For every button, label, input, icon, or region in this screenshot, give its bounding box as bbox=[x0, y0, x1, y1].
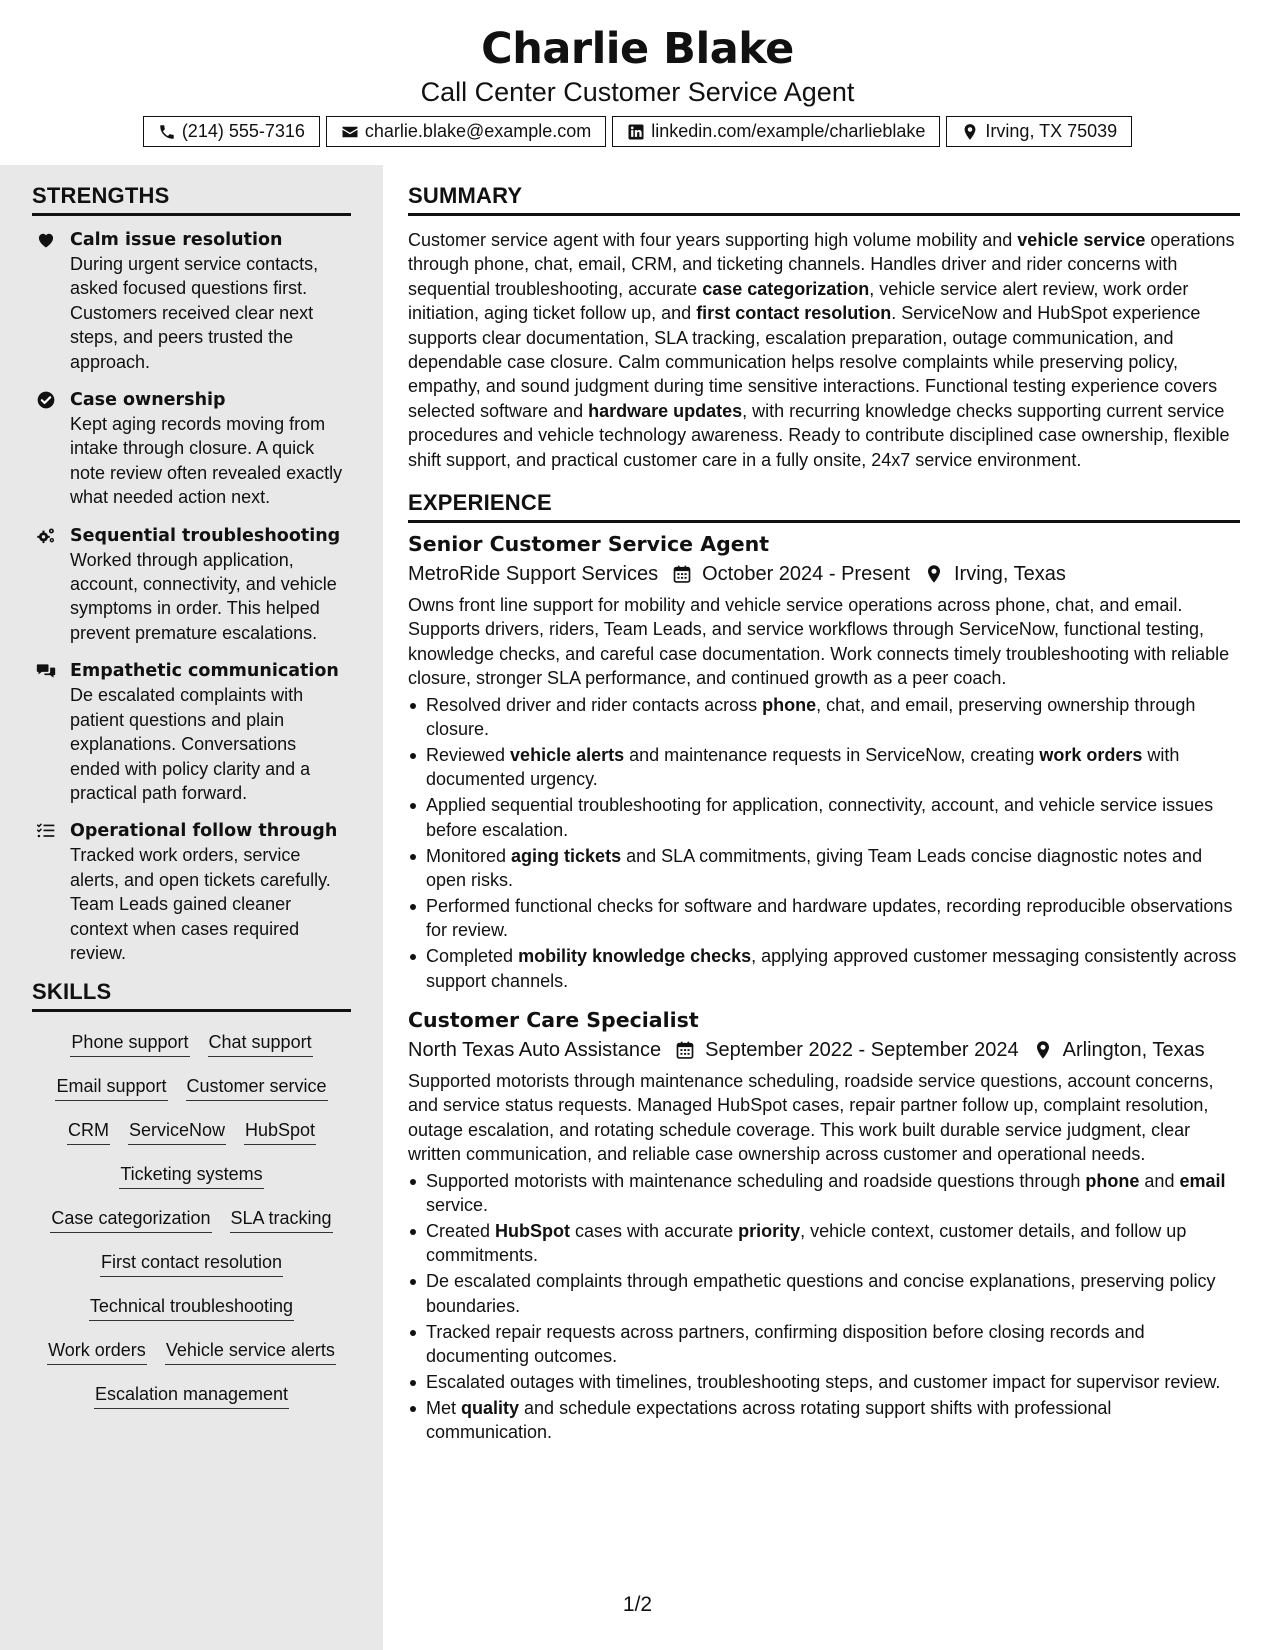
map-pin-icon bbox=[1033, 1040, 1053, 1060]
job-bullet: Reviewed vehicle alerts and maintenance requests in ServiceNow, creating work orders with documented urgency. bbox=[408, 743, 1240, 792]
sidebar bbox=[0, 165, 383, 1650]
job-location: Irving, Texas bbox=[954, 563, 1066, 586]
list-check-icon bbox=[36, 821, 56, 841]
heart-icon bbox=[36, 230, 56, 250]
strength-desc: Kept aging records moving from intake through closure. A quick note review often revealed exactly what needed action next. bbox=[70, 414, 343, 508]
skill-tag: CRM bbox=[67, 1118, 110, 1145]
job-title: Senior Customer Service Agent bbox=[408, 532, 770, 557]
job-bullet: Escalated outages with timelines, troubleshooting steps, and customer impact for supervisor review. bbox=[408, 1370, 1240, 1394]
skills-heading: SKILLS bbox=[32, 979, 351, 1012]
job-bullet: De escalated complaints through empathetic questions and concise explanations, preserving policy boundaries. bbox=[408, 1269, 1240, 1318]
job-company: North Texas Auto Assistance bbox=[408, 1039, 662, 1062]
chat-bubbles-icon bbox=[36, 661, 56, 681]
calendar-icon bbox=[675, 1040, 695, 1060]
phone-icon bbox=[158, 123, 176, 141]
contact-bar bbox=[0, 116, 1275, 147]
experience-heading: EXPERIENCE bbox=[408, 490, 1240, 523]
strength-item bbox=[32, 524, 351, 646]
job-entry bbox=[408, 1005, 1240, 1445]
job-meta bbox=[408, 559, 1240, 589]
contact-linkedin-text: linkedin.com/example/charlieblake bbox=[651, 121, 926, 141]
page-number: 1/2 bbox=[622, 1593, 653, 1616]
skill-tag: Phone support bbox=[70, 1030, 189, 1057]
strength-title: Calm issue resolution bbox=[70, 230, 283, 250]
job-description: Owns front line support for mobility and vehicle service operations across phone, chat, and email. Supports drivers, riders, Team Leads, and service workflows through ServiceNow, functional testing, knowledge checks, and careful case documentation. Work connects timely troubleshooting with reliable closure, stronger SLA performance, and continued growth as a peer coach. bbox=[408, 595, 1230, 689]
strength-item bbox=[32, 659, 351, 805]
job-title: Customer Care Specialist bbox=[408, 1008, 699, 1033]
contact-linkedin[interactable] bbox=[612, 116, 940, 147]
candidate-name: Charlie Blake bbox=[481, 24, 794, 74]
skill-tag: SLA tracking bbox=[230, 1206, 333, 1233]
skill-tag: First contact resolution bbox=[100, 1250, 283, 1277]
resume-header bbox=[0, 0, 1275, 165]
job-dates: September 2022 - September 2024 bbox=[705, 1039, 1019, 1062]
skill-tag: Chat support bbox=[208, 1030, 313, 1057]
strength-title: Case ownership bbox=[70, 390, 226, 411]
candidate-title: Call Center Customer Service Agent bbox=[420, 77, 855, 107]
job-description: Supported motorists through maintenance scheduling, roadside service questions, account concerns, and service status requests. Managed HubSpot cases, repair partner follow up, complaint resolution, outage escalation, and rotating schedule coverage. This work built durable service judgment, clear written communication, and reliable case ownership across customer and operational needs. bbox=[408, 1071, 1214, 1165]
strength-item bbox=[32, 388, 351, 510]
map-pin-icon bbox=[924, 564, 944, 584]
skill-tag: Work orders bbox=[47, 1338, 147, 1365]
job-dates: October 2024 - Present bbox=[702, 563, 910, 586]
job-location: Arlington, Texas bbox=[1062, 1039, 1205, 1062]
strength-item bbox=[32, 819, 351, 965]
skill-tag: Vehicle service alerts bbox=[165, 1338, 336, 1365]
job-bullet: Created HubSpot cases with accurate priority, vehicle context, customer details, and follow up commitments. bbox=[408, 1219, 1240, 1268]
job-meta bbox=[408, 1035, 1240, 1065]
job-bullet: Applied sequential troubleshooting for application, connectivity, account, and vehicle service issues before escalation. bbox=[408, 793, 1240, 842]
strength-desc: De escalated complaints with patient questions and plain explanations. Conversations ended with policy clarity and a practical path forward. bbox=[70, 685, 311, 803]
skill-tag: ServiceNow bbox=[128, 1118, 226, 1145]
contact-phone-text: (214) 555-7316 bbox=[181, 121, 305, 141]
main-content bbox=[408, 165, 1240, 1457]
map-pin-icon bbox=[961, 123, 979, 141]
skill-tag: Technical troubleshooting bbox=[89, 1294, 294, 1321]
strengths-heading: STRENGTHS bbox=[32, 183, 351, 216]
contact-location-text: Irving, TX 75039 bbox=[985, 121, 1118, 141]
summary-heading: SUMMARY bbox=[408, 183, 1240, 216]
job-bullets bbox=[408, 693, 1240, 993]
strength-desc: During urgent service contacts, asked focused questions first. Customers received clear next steps, and peers trusted the approach. bbox=[70, 254, 319, 372]
skill-tag: Ticketing systems bbox=[119, 1162, 263, 1189]
contact-email-text: charlie.blake@example.com bbox=[364, 121, 592, 141]
skill-tag: HubSpot bbox=[244, 1118, 316, 1145]
job-bullets bbox=[408, 1169, 1240, 1445]
job-bullet: Completed mobility knowledge checks, applying approved customer messaging consistently across support channels. bbox=[408, 944, 1240, 993]
gears-icon bbox=[36, 526, 56, 546]
strength-item bbox=[32, 228, 351, 374]
strength-title: Operational follow through bbox=[70, 821, 338, 842]
skill-tag: Email support bbox=[55, 1074, 167, 1101]
skill-tag: Customer service bbox=[186, 1074, 328, 1101]
job-bullet: Supported motorists with maintenance scheduling and roadside questions through phone and email service. bbox=[408, 1169, 1240, 1218]
skill-tag: Case categorization bbox=[50, 1206, 211, 1233]
job-company: MetroRide Support Services bbox=[408, 563, 659, 586]
linkedin-icon bbox=[627, 123, 645, 141]
strength-title: Sequential troubleshooting bbox=[70, 525, 341, 546]
strength-title: Empathetic communication bbox=[70, 661, 339, 682]
skills-section bbox=[32, 979, 351, 1409]
contact-phone[interactable] bbox=[143, 116, 320, 147]
skill-tag: Escalation management bbox=[94, 1382, 289, 1409]
check-circle-icon bbox=[36, 390, 56, 410]
strength-desc: Worked through application, account, connectivity, and vehicle symptoms in order. This helped prevent premature escalations. bbox=[70, 549, 337, 643]
contact-email[interactable] bbox=[326, 116, 606, 147]
job-bullet: Performed functional checks for software and hardware updates, recording reproducible observations for review. bbox=[408, 894, 1240, 943]
job-bullet: Met quality and schedule expectations across rotating support shifts with professional communication. bbox=[408, 1396, 1240, 1445]
job-bullet: Monitored aging tickets and SLA commitments, giving Team Leads concise diagnostic notes and open risks. bbox=[408, 844, 1240, 893]
job-bullet: Resolved driver and rider contacts across phone, chat, and email, preserving ownership through closure. bbox=[408, 693, 1240, 742]
summary-text: Customer service agent with four years supporting high volume mobility and vehicle service operations through phone, chat, email, CRM, and ticketing channels. Handles driver and rider concerns with sequential troubleshooting, accurate case categorization, vehicle service alert review, work order initiation, aging ticket follow up, and first contact resolution. ServiceNow and HubSpot experience supports clear documentation, SLA tracking, escalation preparation, outage communication, and dependable case closure. Calm communication helps resolve complaints while preserving policy, empathy, and sound judgment during time sensitive interactions. Functional testing experience covers selected software and hardware updates, with recurring knowledge checks supporting current service procedures and vehicle technology awareness. Ready to contribute disciplined case ownership, flexible shift support, and practical customer care in a fully onsite, 24x7 service environment. bbox=[408, 230, 1235, 470]
calendar-icon bbox=[672, 564, 692, 584]
contact-location bbox=[946, 116, 1132, 147]
job-entry bbox=[408, 529, 1240, 993]
envelope-icon bbox=[341, 123, 359, 141]
strength-desc: Tracked work orders, service alerts, and open tickets carefully. Team Leads gained cleaner context when cases required review. bbox=[70, 845, 331, 963]
job-bullet: Tracked repair requests across partners, confirming disposition before closing records and documenting outcomes. bbox=[408, 1320, 1240, 1369]
